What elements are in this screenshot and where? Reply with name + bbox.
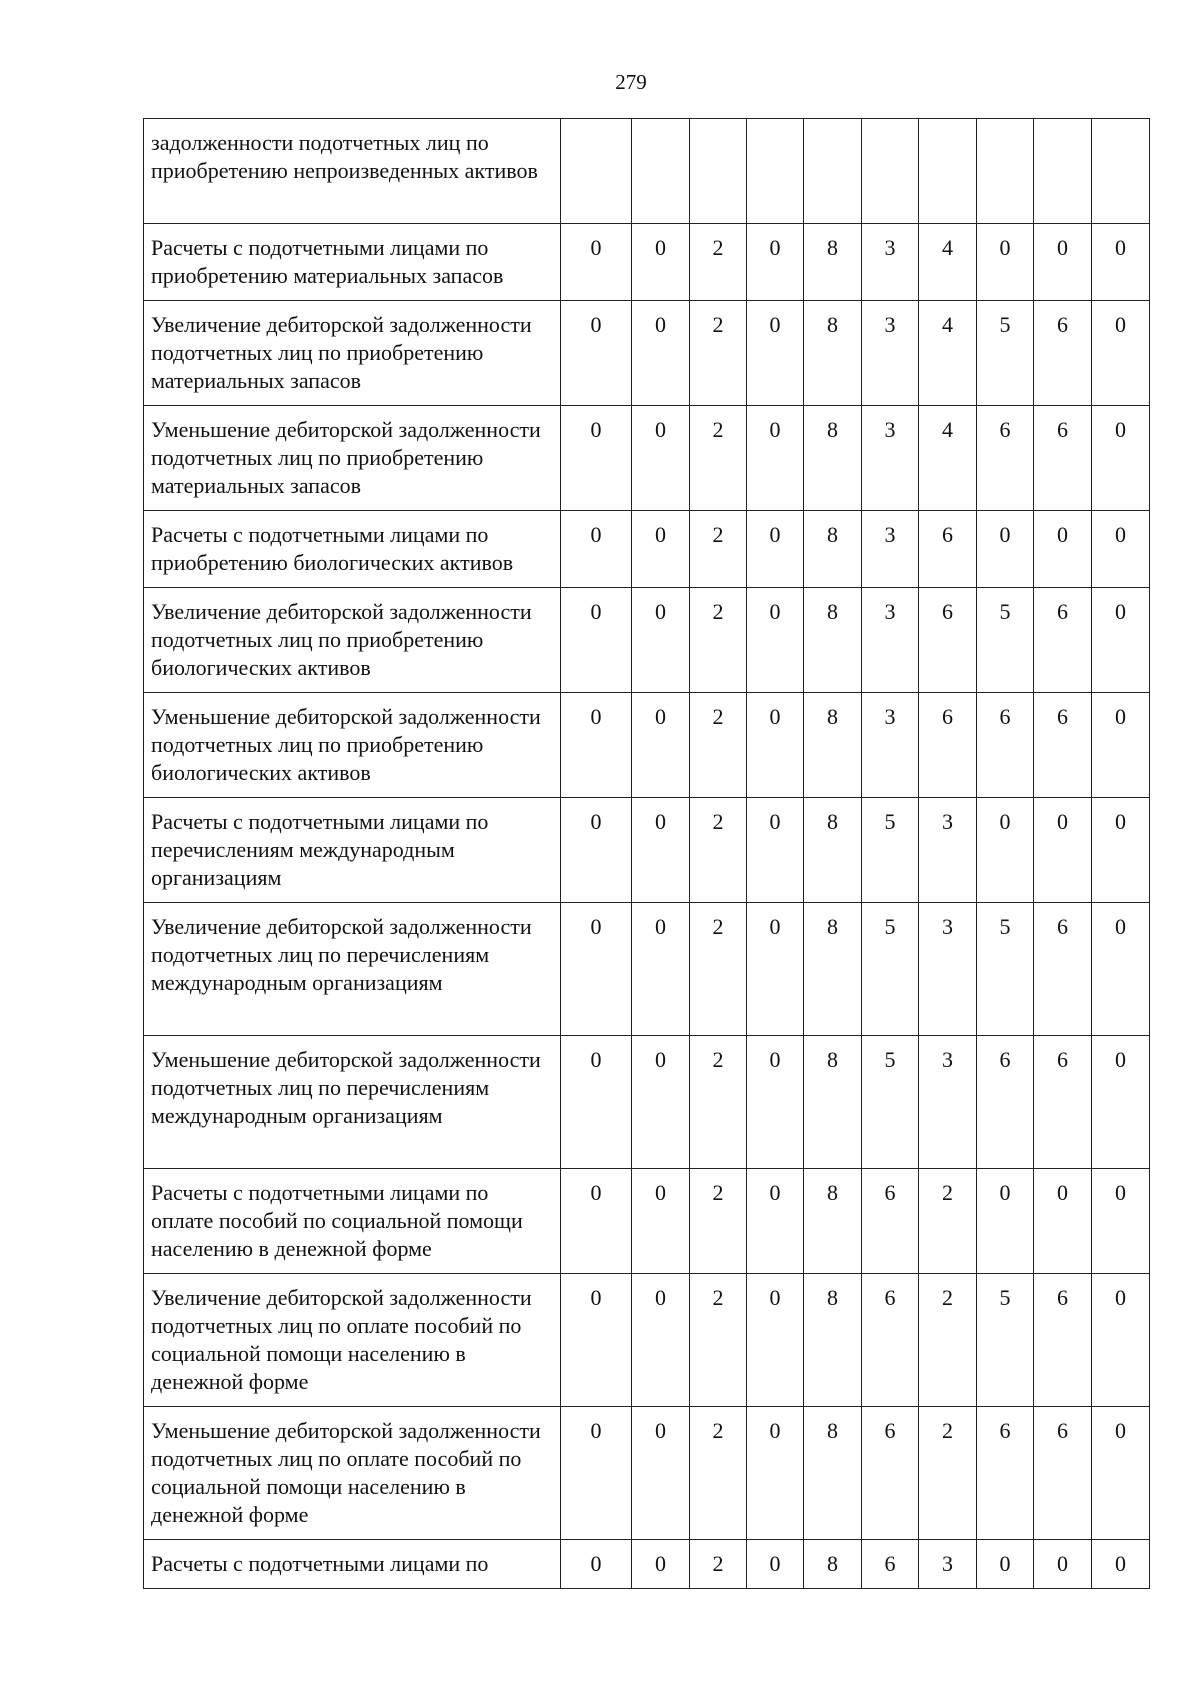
- table-row: [144, 1169, 1150, 1274]
- code-digit: 0: [561, 224, 632, 301]
- code-digit: 0: [747, 224, 804, 301]
- code-digit: 5: [977, 301, 1034, 406]
- row-description: Расчеты с подотчетными лицами по оплате пособий по социальной помощи населению в денежной форме: [144, 1169, 561, 1274]
- row-description: Уменьшение дебиторской задолженности подотчетных лиц по приобретению материальных запасов: [144, 406, 561, 511]
- code-digit: 5: [862, 798, 919, 903]
- code-digit: 0: [561, 588, 632, 693]
- code-digit: 2: [919, 1169, 977, 1274]
- table-row: [144, 1540, 1150, 1589]
- code-digit: 0: [747, 511, 804, 588]
- table-body: [144, 119, 1150, 1589]
- code-digit: [747, 119, 804, 224]
- code-digit: 0: [632, 301, 690, 406]
- code-digit: 5: [977, 588, 1034, 693]
- row-description: задолженности подотчетных лиц по приобретению непроизведенных активов: [144, 119, 561, 224]
- code-digit: 0: [1092, 406, 1150, 511]
- code-digit: 2: [690, 511, 747, 588]
- code-digit: 0: [632, 406, 690, 511]
- code-digit: 0: [747, 1274, 804, 1407]
- code-digit: 2: [690, 406, 747, 511]
- code-digit: 2: [690, 798, 747, 903]
- code-digit: [919, 119, 977, 224]
- row-description: Увеличение дебиторской задолженности подотчетных лиц по перечислениям международным организациям: [144, 903, 561, 1036]
- code-digit: 2: [690, 1036, 747, 1169]
- code-digit: 6: [1034, 1407, 1092, 1540]
- code-digit: [862, 119, 919, 224]
- code-digit: 6: [1034, 903, 1092, 1036]
- code-digit: 8: [804, 798, 862, 903]
- code-digit: 6: [1034, 588, 1092, 693]
- code-digit: 2: [690, 301, 747, 406]
- code-digit: 0: [747, 301, 804, 406]
- code-digit: 0: [747, 1407, 804, 1540]
- code-digit: 2: [919, 1407, 977, 1540]
- table-row: [144, 693, 1150, 798]
- code-digit: 4: [919, 224, 977, 301]
- code-digit: 0: [561, 693, 632, 798]
- code-digit: 0: [561, 1540, 632, 1589]
- code-digit: 5: [862, 1036, 919, 1169]
- row-description: Расчеты с подотчетными лицами по перечислениям международным организациям: [144, 798, 561, 903]
- row-description: Уменьшение дебиторской задолженности подотчетных лиц по приобретению биологических активов: [144, 693, 561, 798]
- table-row: [144, 903, 1150, 1036]
- row-description: Расчеты с подотчетными лицами по: [144, 1540, 561, 1589]
- code-digit: 0: [632, 798, 690, 903]
- row-description: Расчеты с подотчетными лицами по приобретению материальных запасов: [144, 224, 561, 301]
- code-digit: 0: [1034, 224, 1092, 301]
- code-digit: 3: [862, 301, 919, 406]
- row-description: Увеличение дебиторской задолженности подотчетных лиц по оплате пособий по социальной помощи населению в денежной форме: [144, 1274, 561, 1407]
- code-digit: [1034, 119, 1092, 224]
- code-digit: 6: [862, 1169, 919, 1274]
- table-row: [144, 301, 1150, 406]
- code-digit: 0: [747, 588, 804, 693]
- table-row: [144, 588, 1150, 693]
- code-digit: 2: [919, 1274, 977, 1407]
- page-number: 279: [615, 70, 647, 94]
- code-digit: 0: [561, 798, 632, 903]
- code-digit: 0: [561, 1274, 632, 1407]
- code-digit: 8: [804, 588, 862, 693]
- code-digit: 6: [977, 1036, 1034, 1169]
- code-digit: [977, 119, 1034, 224]
- code-digit: 0: [561, 511, 632, 588]
- code-digit: 8: [804, 1540, 862, 1589]
- code-digit: 0: [1092, 301, 1150, 406]
- code-digit: 0: [561, 1407, 632, 1540]
- code-digit: 0: [561, 1169, 632, 1274]
- code-digit: 0: [561, 1036, 632, 1169]
- code-digit: 8: [804, 301, 862, 406]
- code-digit: 2: [690, 1169, 747, 1274]
- code-digit: 0: [747, 798, 804, 903]
- code-digit: 0: [1092, 1540, 1150, 1589]
- code-digit: 0: [561, 406, 632, 511]
- code-digit: [690, 119, 747, 224]
- code-digit: 2: [690, 903, 747, 1036]
- code-digit: 0: [632, 1540, 690, 1589]
- code-digit: 0: [1092, 798, 1150, 903]
- table-row: [144, 1036, 1150, 1169]
- code-digit: 0: [1034, 1540, 1092, 1589]
- table-row: [144, 511, 1150, 588]
- code-digit: 8: [804, 1407, 862, 1540]
- code-digit: 2: [690, 1274, 747, 1407]
- code-digit: 6: [1034, 301, 1092, 406]
- table-row: [144, 224, 1150, 301]
- code-digit: 0: [977, 1169, 1034, 1274]
- code-digit: 0: [977, 511, 1034, 588]
- code-digit: 3: [919, 1540, 977, 1589]
- code-digit: 8: [804, 903, 862, 1036]
- code-digit: 8: [804, 1274, 862, 1407]
- code-digit: 0: [747, 406, 804, 511]
- code-digit: 6: [977, 1407, 1034, 1540]
- code-digit: 0: [632, 903, 690, 1036]
- code-digit: 0: [747, 1540, 804, 1589]
- row-description: Расчеты с подотчетными лицами по приобретению биологических активов: [144, 511, 561, 588]
- code-digit: 0: [1034, 1169, 1092, 1274]
- code-digit: 0: [1092, 693, 1150, 798]
- table-row: [144, 1274, 1150, 1407]
- code-digit: 0: [977, 224, 1034, 301]
- code-digit: 6: [919, 693, 977, 798]
- code-digit: 0: [632, 511, 690, 588]
- code-digit: 2: [690, 588, 747, 693]
- code-digit: 8: [804, 1036, 862, 1169]
- row-description: Уменьшение дебиторской задолженности подотчетных лиц по оплате пособий по социальной помощи населению в денежной форме: [144, 1407, 561, 1540]
- code-digit: 2: [690, 224, 747, 301]
- table-row: [144, 119, 1150, 224]
- code-digit: 0: [561, 903, 632, 1036]
- code-digit: 0: [561, 301, 632, 406]
- code-digit: 0: [632, 1169, 690, 1274]
- code-digit: 0: [1092, 1274, 1150, 1407]
- code-digit: 3: [862, 224, 919, 301]
- code-digit: 0: [1034, 511, 1092, 588]
- code-digit: 3: [862, 511, 919, 588]
- code-digit: 0: [1092, 224, 1150, 301]
- code-digit: 6: [862, 1540, 919, 1589]
- code-digit: 6: [1034, 693, 1092, 798]
- code-digit: 8: [804, 511, 862, 588]
- code-digit: 5: [862, 903, 919, 1036]
- code-digit: 0: [632, 693, 690, 798]
- code-digit: 6: [1034, 1036, 1092, 1169]
- code-digit: 8: [804, 693, 862, 798]
- code-digit: 0: [1092, 1407, 1150, 1540]
- code-digit: 6: [977, 406, 1034, 511]
- code-digit: 8: [804, 406, 862, 511]
- code-digit: 2: [690, 1407, 747, 1540]
- code-digit: 0: [1092, 588, 1150, 693]
- code-digit: 4: [919, 301, 977, 406]
- code-digit: 8: [804, 1169, 862, 1274]
- code-digit: 6: [977, 693, 1034, 798]
- code-digit: 0: [632, 588, 690, 693]
- row-description: Увеличение дебиторской задолженности подотчетных лиц по приобретению материальных запасов: [144, 301, 561, 406]
- code-digit: 2: [690, 693, 747, 798]
- code-digit: 0: [747, 1036, 804, 1169]
- code-digit: 6: [919, 511, 977, 588]
- code-digit: [632, 119, 690, 224]
- table-row: [144, 798, 1150, 903]
- code-digit: 2: [690, 1540, 747, 1589]
- code-digit: 5: [977, 1274, 1034, 1407]
- code-digit: 0: [1034, 798, 1092, 903]
- code-digit: 0: [1092, 903, 1150, 1036]
- code-digit: 6: [862, 1274, 919, 1407]
- code-digit: 0: [977, 798, 1034, 903]
- code-digit: 6: [862, 1407, 919, 1540]
- table-row: [144, 406, 1150, 511]
- row-description: Увеличение дебиторской задолженности подотчетных лиц по приобретению биологических активов: [144, 588, 561, 693]
- code-digit: 6: [1034, 406, 1092, 511]
- code-digit: 0: [632, 1274, 690, 1407]
- code-digit: 4: [919, 406, 977, 511]
- code-digit: 0: [747, 1169, 804, 1274]
- code-digit: [561, 119, 632, 224]
- code-digit: 0: [747, 903, 804, 1036]
- code-digit: [804, 119, 862, 224]
- account-code-table: [143, 118, 1150, 1589]
- table-row: [144, 1407, 1150, 1540]
- code-digit: 3: [862, 406, 919, 511]
- code-digit: 3: [862, 693, 919, 798]
- code-digit: 6: [1034, 1274, 1092, 1407]
- row-description: Уменьшение дебиторской задолженности подотчетных лиц по перечислениям международным организациям: [144, 1036, 561, 1169]
- code-digit: 0: [1092, 1036, 1150, 1169]
- code-digit: 0: [632, 224, 690, 301]
- code-digit: [1092, 119, 1150, 224]
- code-digit: 8: [804, 224, 862, 301]
- code-digit: 5: [977, 903, 1034, 1036]
- code-digit: 0: [977, 1540, 1034, 1589]
- code-digit: 0: [632, 1407, 690, 1540]
- code-digit: 3: [862, 588, 919, 693]
- code-digit: 0: [632, 1036, 690, 1169]
- code-digit: 6: [919, 588, 977, 693]
- code-digit: 0: [1092, 1169, 1150, 1274]
- code-digit: 0: [747, 693, 804, 798]
- code-digit: 3: [919, 1036, 977, 1169]
- code-digit: 0: [1092, 511, 1150, 588]
- code-digit: 3: [919, 798, 977, 903]
- code-digit: 3: [919, 903, 977, 1036]
